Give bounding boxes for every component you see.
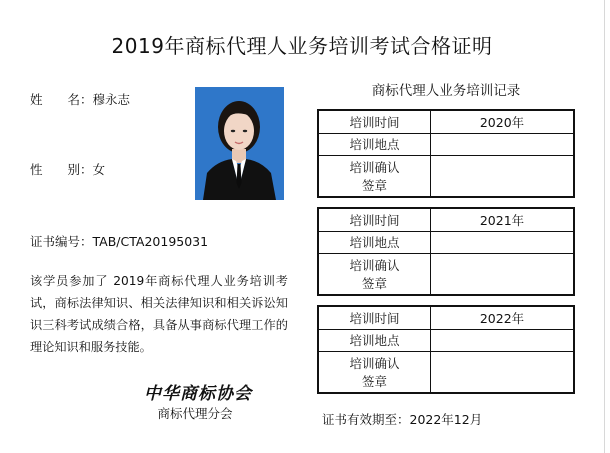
training-place-value <box>431 133 575 155</box>
training-record-table <box>317 305 575 394</box>
training-year: 2021年 <box>431 208 575 231</box>
training-confirm-label <box>318 351 431 393</box>
training-confirm-value <box>431 253 575 295</box>
training-confirm-value <box>431 351 575 393</box>
training-time-label: 培训时间 <box>318 208 431 231</box>
training-confirm-label <box>318 155 431 197</box>
training-year: 2022年 <box>431 306 575 329</box>
sign-text: 签章 <box>361 177 387 193</box>
confirm-text: 培训确认 <box>349 159 400 175</box>
certificate-paragraph: 该学员参加了 2019年商标代理人业务培训考试，商标法律知识、相关法律知识和相关诉讼知识三科考试成绩合格，具备从事商标代理工作的理论知识和服务技能。 <box>30 274 288 354</box>
training-year: 2020年 <box>431 110 575 133</box>
training-confirm-label <box>318 253 431 295</box>
cert-number-value: TAB/CTA20195031 <box>92 234 209 249</box>
cert-number-label: 证书编号： <box>30 234 93 249</box>
name-label: 姓 名： <box>30 92 93 107</box>
training-time-label: 培训时间 <box>318 306 431 329</box>
training-record-table <box>317 207 575 296</box>
cert-number-field <box>30 232 208 250</box>
sign-text: 签章 <box>361 373 387 389</box>
training-place-label: 培训地点 <box>318 329 431 351</box>
page-edge <box>604 0 605 453</box>
record-title: 商标代理人业务培训记录 <box>371 83 521 99</box>
training-place-value <box>431 329 575 351</box>
association-seal: 中华商标协会 <box>144 384 252 404</box>
training-time-label: 培训时间 <box>318 110 431 133</box>
name-field <box>30 90 130 108</box>
expiry-date: 证书有效期至：2022年12月 <box>322 412 483 427</box>
name-value: 穆永志 <box>92 92 131 107</box>
confirm-text: 培训确认 <box>349 355 400 371</box>
gender-label: 性 别： <box>30 162 93 177</box>
training-place-label: 培训地点 <box>318 231 431 253</box>
sign-text: 签章 <box>361 275 387 291</box>
training-place-label: 培训地点 <box>318 133 431 155</box>
gender-value: 女 <box>92 162 106 177</box>
page-title: 2019年商标代理人业务培训考试合格证明 <box>111 34 493 58</box>
training-confirm-value <box>431 155 575 197</box>
training-record-table <box>317 109 575 198</box>
confirm-text: 培训确认 <box>349 257 400 273</box>
training-place-value <box>431 231 575 253</box>
gender-field <box>30 160 105 178</box>
id-photo <box>195 87 284 200</box>
branch-name: 商标代理分会 <box>157 406 233 421</box>
